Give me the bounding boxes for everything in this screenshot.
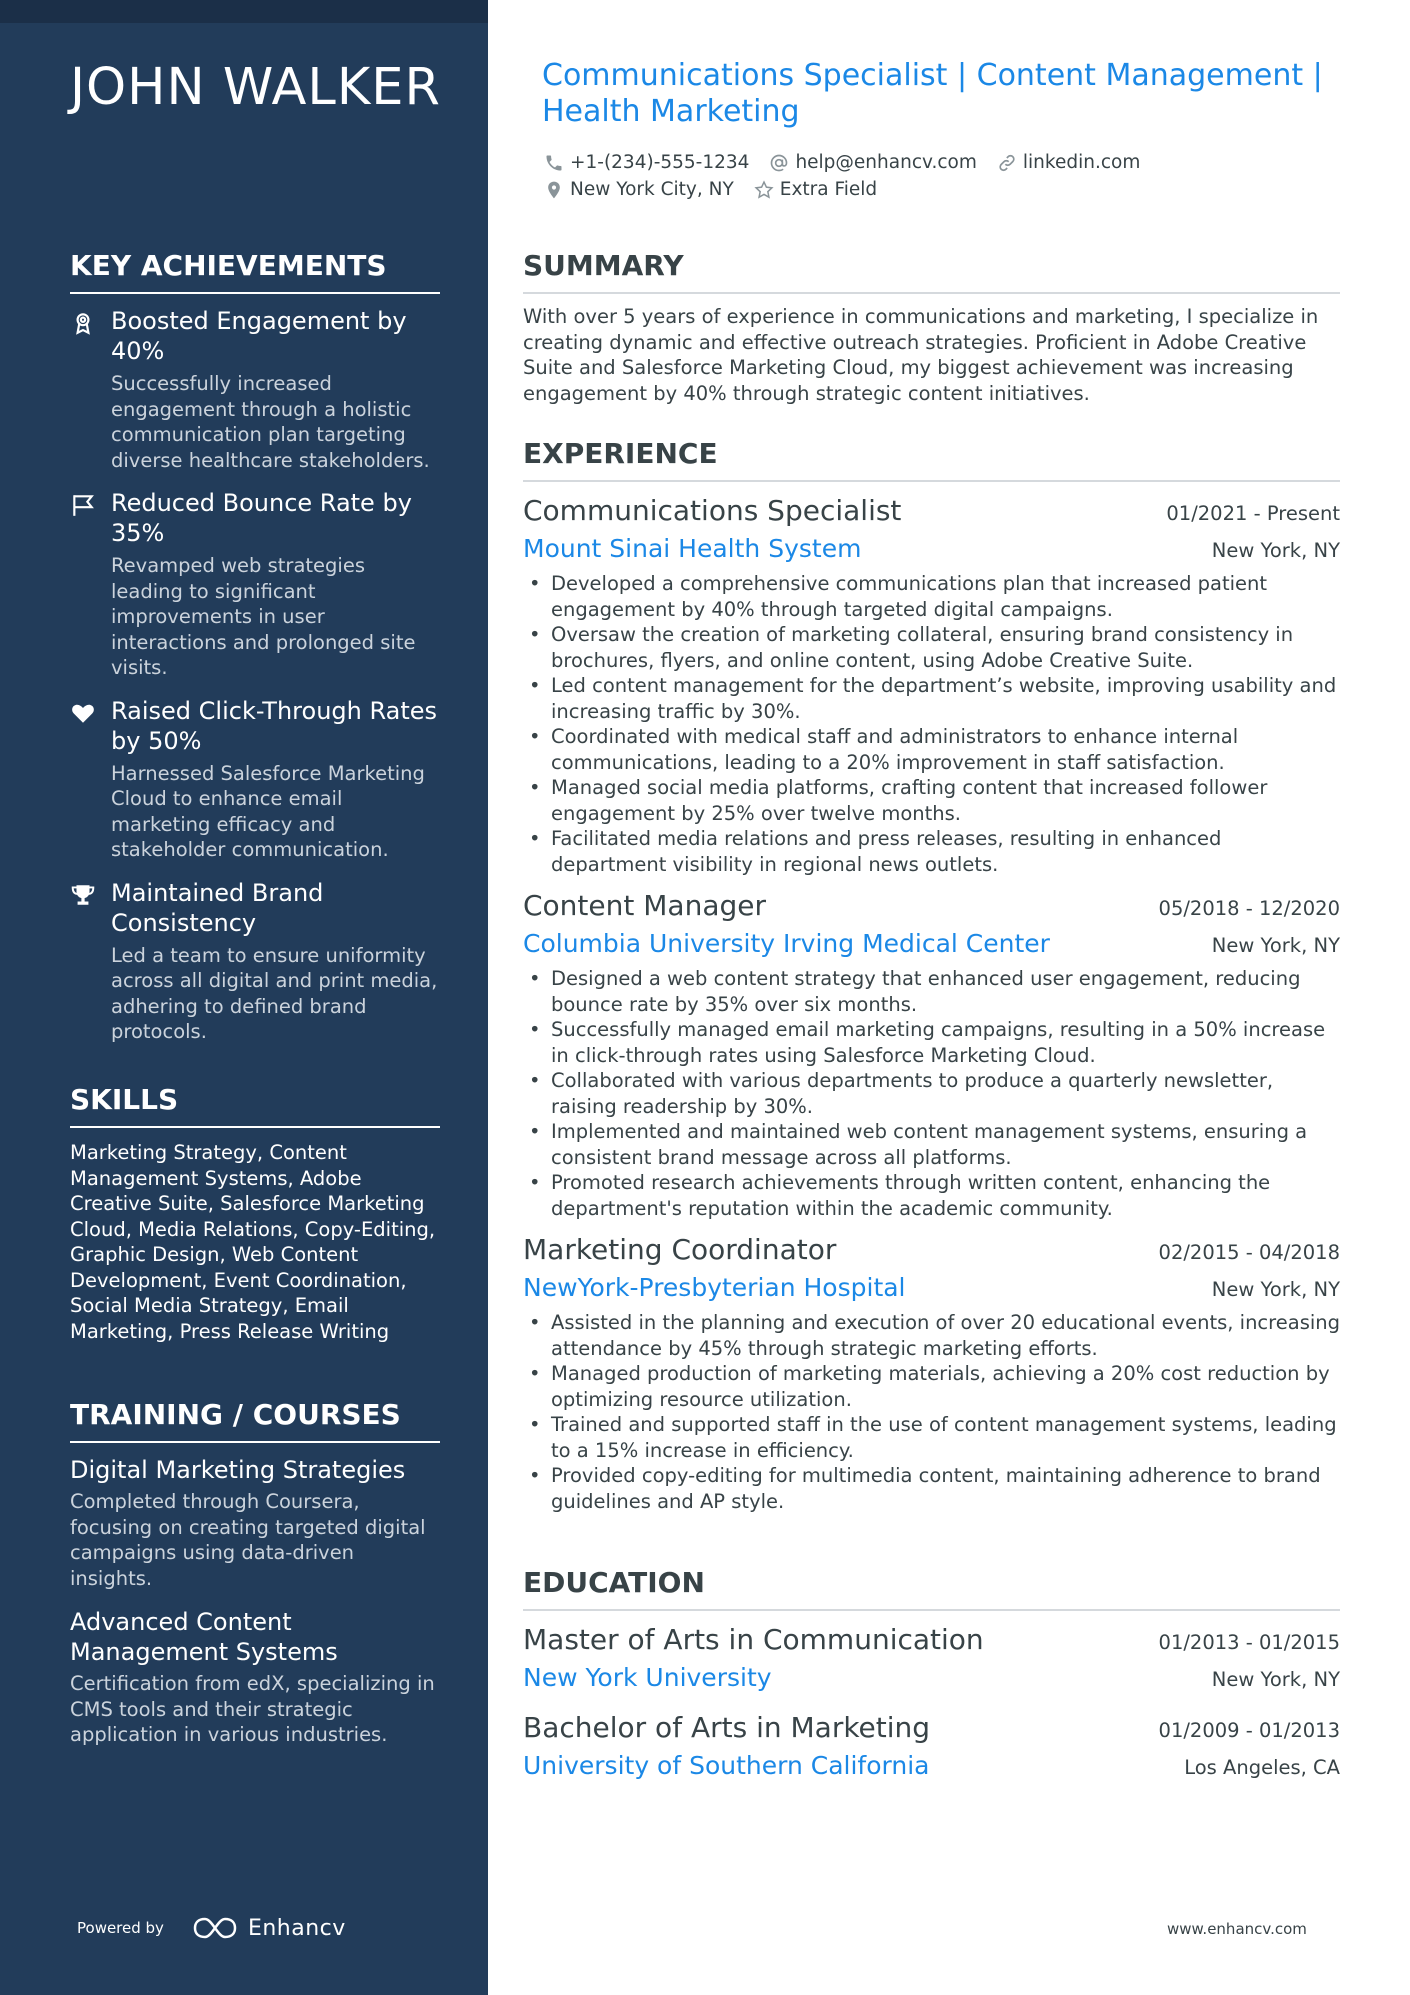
- course-title: Digital Marketing Strategies: [70, 1456, 406, 1484]
- key-achievements-heading: KEY ACHIEVEMENTS: [70, 246, 440, 294]
- footer-url[interactable]: www.enhancv.com: [1167, 1920, 1307, 1938]
- star-icon: [754, 180, 774, 200]
- bullet-item: • Led content management for the department’s website, improving usability and increasing traffic by 30%.: [523, 673, 1340, 724]
- job-entry: [523, 492, 1340, 877]
- education-entry: [523, 1709, 1340, 1783]
- heart-icon: [70, 700, 96, 726]
- degree-title: Master of Arts in Communication: [523, 1623, 984, 1656]
- bullet-item: • Designed a web content strategy that enhanced user engagement, reducing bounce rate by 35% over six months.: [523, 966, 1340, 1017]
- school-location: New York, NY: [1211, 1668, 1340, 1691]
- bullet-item: • Provided copy-editing for multimedia content, maintaining adherence to brand guidelines and AP style.: [523, 1463, 1340, 1514]
- job-entry: [523, 887, 1340, 1221]
- extra-field-text: Extra Field: [779, 179, 878, 200]
- course-description: Certification from edX, specializing in CMS tools and their strategic application in various industries.: [70, 1672, 435, 1746]
- key-achievements-section: [70, 246, 440, 1060]
- training-section: [70, 1395, 440, 1764]
- location-text: New York City, NY: [570, 179, 734, 200]
- achievement-title: Raised Click-Through Rates by 50%: [111, 696, 438, 755]
- bullet-item: • Collaborated with various departments to produce a quarterly newsletter, raising readership by 30%.: [523, 1068, 1340, 1119]
- contact-info: [544, 149, 1334, 203]
- summary-heading: SUMMARY: [523, 246, 1340, 294]
- bullet-item: • Successfully managed email marketing campaigns, resulting in a 50% increase in click-through rates using Salesforce Marketing Cloud.: [523, 1017, 1340, 1068]
- website-text: linkedin.com: [1022, 152, 1141, 173]
- skills-heading: SKILLS: [70, 1080, 440, 1128]
- training-heading: TRAINING / COURSES: [70, 1395, 440, 1443]
- education-dates: 01/2009 - 01/2013: [1158, 1719, 1340, 1742]
- degree-title: Bachelor of Arts in Marketing: [523, 1711, 931, 1744]
- job-bullets: [523, 1310, 1340, 1514]
- skills-list: Marketing Strategy, Content Management Systems, Adobe Creative Suite, Salesforce Marketing Cloud, Media Relations, Copy-Editing, Graphic Design, Web Content Development, Event Coordination, Social Media Strategy, Email Marketing, Press Release Writing: [70, 1141, 436, 1343]
- experience-section: [523, 434, 1340, 1524]
- phone-contact[interactable]: [544, 152, 749, 173]
- job-title: Marketing Coordinator: [523, 1233, 837, 1266]
- job-company: Columbia University Irving Medical Center: [523, 929, 1050, 958]
- job-location: New York, NY: [1211, 934, 1340, 957]
- summary-section: [523, 246, 1340, 406]
- job-title: Content Manager: [523, 889, 766, 922]
- bullet-item: • Facilitated media relations and press releases, resulting in enhanced department visibility in regional news outlets.: [523, 826, 1340, 877]
- education-heading: EDUCATION: [523, 1563, 1340, 1611]
- course-description: Completed through Coursera, focusing on creating targeted digital campaigns using data-driven insights.: [70, 1490, 426, 1590]
- headline: Communications Specialist | Content Management | Health Marketing: [542, 58, 1323, 129]
- extra-field: [754, 179, 877, 200]
- bullet-item: • Managed social media platforms, crafting content that increased follower engagement by 25% over twelve months.: [523, 775, 1340, 826]
- course-title: Advanced Content Management Systems: [70, 1608, 338, 1666]
- job-dates: 02/2015 - 04/2018: [1158, 1241, 1340, 1264]
- website-contact[interactable]: [997, 152, 1140, 173]
- job-bullets: [523, 571, 1340, 877]
- skills-section: [70, 1080, 440, 1344]
- achievement-description: Harnessed Salesforce Marketing Cloud to enhance email marketing efficacy and stakeholder communication.: [111, 761, 425, 861]
- email-contact[interactable]: [769, 152, 976, 173]
- course-item: [70, 1607, 440, 1748]
- achievement-item: [70, 878, 440, 1045]
- achievement-description: Led a team to ensure uniformity across all digital and print media, adhering to defined brand protocols.: [111, 943, 438, 1043]
- powered-by-label: Powered by: [77, 1919, 164, 1937]
- bullet-item: • Trained and supported staff in the use of content management systems, leading to a 15% increase in efficiency.: [523, 1412, 1340, 1463]
- achievement-title: Boosted Engagement by 40%: [111, 307, 407, 365]
- bullet-item: • Developed a comprehensive communications plan that increased patient engagement by 40% through targeted digital campaigns.: [523, 571, 1340, 622]
- achievement-title: Reduced Bounce Rate by 35%: [111, 489, 412, 547]
- bullet-item: • Promoted research achievements through written content, enhancing the department's reputation within the academic community.: [523, 1170, 1340, 1221]
- flag-icon: [70, 492, 96, 518]
- link-icon: [997, 153, 1017, 173]
- achievement-item: [70, 306, 440, 473]
- sidebar: [0, 0, 488, 1995]
- education-entry: [523, 1621, 1340, 1695]
- bullet-item: • Implemented and maintained web content management systems, ensuring a consistent brand message across all platforms.: [523, 1119, 1340, 1170]
- location-contact: [544, 179, 734, 200]
- job-location: New York, NY: [1211, 1278, 1340, 1301]
- education-dates: 01/2013 - 01/2015: [1158, 1631, 1340, 1654]
- experience-heading: EXPERIENCE: [523, 434, 1340, 482]
- job-dates: 05/2018 - 12/2020: [1158, 897, 1340, 920]
- summary-text: With over 5 years of experience in communications and marketing, I specialize in creating dynamic and effective outreach strategies. Proficient in Adobe Creative Suite and Salesforce Marketing Cloud, my biggest achievement was increasing engagement by 40% through strategic content initiatives.: [523, 305, 1319, 405]
- trophy-icon: [70, 882, 96, 908]
- enhancv-logo-icon: [192, 1915, 238, 1941]
- phone-text: +1-(234)-555-1234: [570, 152, 750, 173]
- email-text: help@enhancv.com: [795, 152, 977, 173]
- job-dates: 01/2021 - Present: [1166, 502, 1340, 525]
- achievement-description: Revamped web strategies leading to significant improvements in user interactions and prolonged site visits.: [111, 554, 416, 679]
- bullet-item: • Coordinated with medical staff and administrators to enhance internal communications, leading to a 20% improvement in staff satisfaction.: [523, 724, 1340, 775]
- school-name: New York University: [523, 1663, 772, 1692]
- school-location: Los Angeles, CA: [1184, 1756, 1340, 1779]
- job-bullets: [523, 966, 1340, 1221]
- phone-icon: [544, 153, 564, 173]
- job-company: NewYork-Presbyterian Hospital: [523, 1273, 906, 1302]
- job-company: Mount Sinai Health System: [523, 534, 862, 563]
- bullet-item: • Assisted in the planning and execution of over 20 educational events, increasing attendance by 45% through strategic marketing efforts.: [523, 1310, 1340, 1361]
- job-location: New York, NY: [1211, 539, 1340, 562]
- bullet-item: • Oversaw the creation of marketing collateral, ensuring brand consistency in brochures, flyers, and online content, using Adobe Creative Suite.: [523, 622, 1340, 673]
- achievement-item: [70, 488, 440, 681]
- candidate-name: JOHN WALKER: [70, 58, 441, 117]
- sidebar-top-bar: [0, 0, 488, 23]
- course-item: [70, 1455, 440, 1591]
- powered-by: [77, 1915, 346, 1941]
- at-icon: [769, 153, 789, 173]
- award-ribbon-icon: [70, 310, 96, 336]
- bullet-item: • Managed production of marketing materials, achieving a 20% cost reduction by optimizing resource utilization.: [523, 1361, 1340, 1412]
- achievement-title: Maintained Brand Consistency: [111, 878, 324, 937]
- location-pin-icon: [544, 180, 564, 200]
- achievement-description: Successfully increased engagement through a holistic communication plan targeting diverse healthcare stakeholders.: [111, 372, 430, 472]
- brand-name: Enhancv: [247, 1915, 346, 1941]
- job-entry: [523, 1231, 1340, 1514]
- education-section: [523, 1563, 1340, 1797]
- school-name: University of Southern California: [523, 1751, 930, 1780]
- job-title: Communications Specialist: [523, 494, 902, 527]
- achievement-item: [70, 696, 440, 863]
